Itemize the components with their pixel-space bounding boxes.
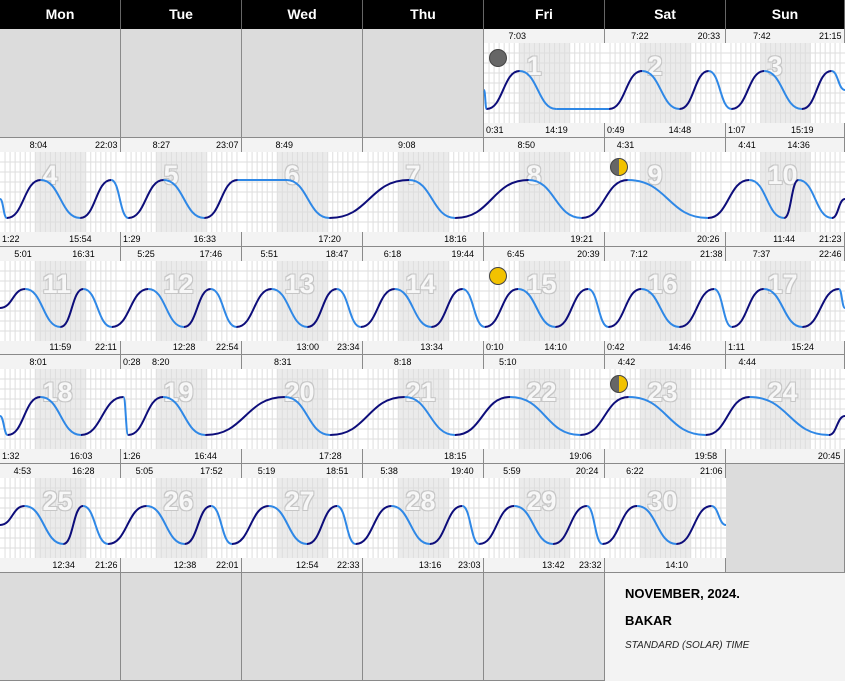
day-cell — [363, 138, 484, 247]
day-number: 27 — [284, 486, 315, 516]
weekday-header-sun: Sun — [726, 0, 845, 29]
low-tide-time: 21:23 — [819, 234, 842, 244]
new-moon-icon — [489, 49, 507, 67]
day-number: 10 — [767, 160, 798, 190]
high-tide-time: 6:18 — [383, 249, 402, 259]
day-number: 22 — [526, 377, 557, 407]
day-cell — [0, 464, 121, 573]
high-tide-time: 5:59 — [503, 466, 521, 476]
time-note: STANDARD (SOLAR) TIME — [625, 640, 750, 651]
low-tide-time: 19:58 — [694, 451, 718, 461]
low-tide-time: 18:15 — [444, 451, 467, 461]
day-number: 16 — [647, 269, 678, 299]
high-tide-time: 7:22 — [631, 31, 649, 41]
day-cell — [363, 247, 484, 355]
empty-cell — [484, 573, 605, 681]
day-cell — [0, 355, 121, 464]
low-tide-time: 16:33 — [193, 234, 216, 244]
day-cell — [0, 247, 121, 355]
last-quarter-moon-icon — [610, 375, 628, 393]
high-tide-time: 7:42 — [753, 31, 771, 41]
tide-plot — [0, 152, 121, 232]
low-tide-time: 23:34 — [337, 342, 360, 352]
high-tide-time: 8:18 — [393, 357, 412, 367]
day-number: 26 — [163, 486, 194, 516]
day-cell — [0, 138, 121, 247]
low-tide-time: 19:06 — [569, 451, 592, 461]
high-tide-time: 6:45 — [507, 249, 525, 259]
low-tide-time: 23:32 — [579, 560, 602, 570]
low-tide-time: 15:54 — [69, 234, 92, 244]
low-tide-time: 22:01 — [216, 560, 239, 570]
high-tide-time: 20:33 — [697, 31, 721, 41]
empty-cell — [121, 573, 242, 681]
low-tide-time: 20:45 — [817, 451, 841, 461]
tide-plot — [726, 369, 845, 449]
high-tide-time: 0:28 — [123, 357, 141, 367]
high-tide-time: 19:40 — [451, 466, 474, 476]
high-tide-time: 5:19 — [257, 466, 276, 476]
tide-plot — [121, 478, 242, 558]
low-tide-time: 1:22 — [2, 234, 20, 244]
tide-plot — [242, 152, 363, 232]
empty-cell — [726, 464, 845, 573]
high-tide-time: 21:38 — [700, 249, 723, 259]
day-cell — [726, 247, 845, 355]
empty-cell — [121, 29, 242, 138]
high-tide-time: 23:07 — [216, 140, 239, 150]
day-cell — [605, 247, 726, 355]
location-name: BAKAR — [625, 613, 672, 628]
low-tide-time: 13:00 — [296, 342, 320, 352]
high-tide-time: 17:46 — [199, 249, 223, 259]
day-number: 18 — [42, 377, 73, 407]
low-tide-time: 20:26 — [697, 234, 720, 244]
day-number: 19 — [163, 377, 194, 407]
day-number: 6 — [284, 160, 300, 190]
low-tide-time: 13:42 — [542, 560, 565, 570]
day-cell — [121, 464, 242, 573]
low-tide-time: 16:03 — [69, 451, 93, 461]
low-tide-time: 0:42 — [607, 342, 625, 352]
day-number: 1 — [526, 51, 542, 81]
day-number: 24 — [767, 377, 798, 407]
empty-cell — [363, 29, 484, 138]
high-tide-time: 5:51 — [260, 249, 279, 259]
high-tide-time: 21:06 — [700, 466, 723, 476]
low-tide-time: 12:34 — [52, 560, 75, 570]
empty-cell — [242, 573, 363, 681]
day-number: 5 — [163, 160, 179, 190]
low-tide-time: 0:31 — [486, 125, 504, 135]
tide-plot — [726, 152, 845, 232]
tide-plot — [121, 261, 242, 341]
first-quarter-moon-icon — [610, 158, 628, 176]
day-cell — [726, 355, 845, 464]
tide-plot — [121, 152, 242, 232]
tide-plot — [242, 261, 363, 341]
tide-plot — [605, 43, 726, 123]
low-tide-time: 13:16 — [418, 560, 442, 570]
low-tide-time: 19:21 — [570, 234, 594, 244]
tide-plot — [484, 152, 605, 232]
day-number: 21 — [405, 377, 436, 407]
high-tide-time: 8:20 — [152, 357, 170, 367]
tide-plot — [363, 478, 484, 558]
empty-cell — [242, 29, 363, 138]
day-cell — [605, 29, 726, 138]
high-tide-time: 4:44 — [738, 357, 756, 367]
tide-plot — [242, 478, 363, 558]
day-number: 29 — [526, 486, 557, 516]
day-number: 3 — [767, 51, 783, 81]
day-cell — [121, 247, 242, 355]
high-tide-time: 5:01 — [14, 249, 32, 259]
low-tide-time: 17:28 — [319, 451, 342, 461]
high-tide-time: 17:52 — [200, 466, 223, 476]
day-cell — [242, 138, 363, 247]
tide-plot — [242, 369, 363, 449]
high-tide-time: 18:51 — [326, 466, 349, 476]
high-tide-time: 16:31 — [72, 249, 95, 259]
low-tide-time: 21:26 — [95, 560, 118, 570]
low-tide-time: 23:03 — [458, 560, 481, 570]
tide-plot — [363, 369, 484, 449]
tide-plot — [726, 261, 845, 341]
low-tide-time: 0:49 — [607, 125, 625, 135]
weekday-header-wed: Wed — [242, 0, 363, 29]
high-tide-time: 16:28 — [72, 466, 95, 476]
day-cell — [605, 464, 726, 573]
high-tide-time: 20:39 — [577, 249, 600, 259]
high-tide-time: 4:53 — [13, 466, 32, 476]
low-tide-time: 17:20 — [318, 234, 341, 244]
low-tide-time: 22:33 — [337, 560, 360, 570]
weekday-header-sat: Sat — [605, 0, 726, 29]
high-tide-time: 19:44 — [451, 249, 475, 259]
high-tide-time: 8:04 — [29, 140, 48, 150]
tide-plot — [363, 261, 484, 341]
high-tide-time: 8:01 — [29, 357, 47, 367]
day-number: 14 — [405, 269, 436, 299]
low-tide-time: 1:07 — [728, 125, 746, 135]
weekday-header-fri: Fri — [484, 0, 605, 29]
empty-cell — [0, 29, 121, 138]
day-number: 17 — [767, 269, 798, 299]
day-number: 12 — [163, 269, 194, 299]
day-cell — [726, 138, 845, 247]
low-tide-time: 14:10 — [544, 342, 567, 352]
high-tide-time: 8:49 — [275, 140, 293, 150]
high-tide-time: 8:50 — [517, 140, 536, 150]
day-number: 23 — [647, 377, 678, 407]
day-number: 15 — [526, 269, 557, 299]
day-number: 30 — [647, 486, 678, 516]
day-cell — [242, 247, 363, 355]
high-tide-time: 5:38 — [380, 466, 398, 476]
day-cell — [484, 247, 605, 355]
high-tide-time: 6:22 — [626, 466, 644, 476]
high-tide-time: 7:37 — [752, 249, 771, 259]
high-tide-time: 7:03 — [508, 31, 527, 41]
tide-plot — [605, 478, 726, 558]
day-number: 28 — [405, 486, 436, 516]
high-tide-time: 5:10 — [499, 357, 517, 367]
empty-cell — [0, 573, 121, 681]
low-tide-time: 18:16 — [444, 234, 467, 244]
day-cell — [242, 355, 363, 464]
low-tide-time: 11:59 — [49, 342, 72, 352]
low-tide-time: 12:28 — [172, 342, 196, 352]
weekday-header-thu: Thu — [363, 0, 484, 29]
day-number: 4 — [42, 160, 58, 190]
low-tide-time: 12:54 — [296, 560, 319, 570]
low-tide-time: 14:19 — [545, 125, 568, 135]
day-number: 9 — [647, 160, 663, 190]
high-tide-time: 4:42 — [617, 357, 636, 367]
low-tide-time: 14:10 — [665, 560, 688, 570]
high-tide-time: 7:12 — [630, 249, 648, 259]
day-cell — [484, 138, 605, 247]
low-tide-time: 22:11 — [95, 342, 117, 352]
high-tide-time: 8:27 — [152, 140, 171, 150]
high-tide-time: 22:46 — [819, 249, 842, 259]
low-tide-time: 1:32 — [2, 451, 20, 461]
full-moon-icon — [489, 267, 507, 285]
day-number: 7 — [405, 160, 421, 190]
high-tide-time: 4:41 — [738, 140, 756, 150]
tide-plot — [726, 43, 845, 123]
day-number: 8 — [526, 160, 542, 190]
tide-plot — [0, 261, 121, 341]
tide-plot — [121, 369, 242, 449]
low-tide-time: 14:46 — [668, 342, 691, 352]
tide-plot — [484, 369, 605, 449]
day-cell — [121, 355, 242, 464]
day-cell — [484, 464, 605, 573]
day-number: 11 — [42, 269, 72, 299]
low-tide-time: 1:29 — [123, 234, 141, 244]
low-tide-time: 1:11 — [728, 342, 745, 352]
day-cell — [605, 138, 726, 247]
low-tide-time: 11:44 — [773, 234, 796, 244]
low-tide-time: 15:19 — [790, 125, 814, 135]
info-panel — [604, 573, 845, 681]
weekday-header-tue: Tue — [121, 0, 242, 29]
month-title: NOVEMBER, 2024. — [625, 586, 740, 601]
weekday-header-mon: Mon — [0, 0, 121, 29]
day-cell — [242, 464, 363, 573]
low-tide-time: 15:24 — [791, 342, 814, 352]
day-number: 25 — [42, 486, 73, 516]
high-tide-time: 8:31 — [273, 357, 292, 367]
high-tide-time: 5:25 — [137, 249, 155, 259]
day-cell — [605, 355, 726, 464]
high-tide-time: 14:36 — [787, 140, 810, 150]
day-number: 20 — [284, 377, 315, 407]
low-tide-time: 22:54 — [216, 342, 239, 352]
high-tide-time: 22:03 — [95, 140, 118, 150]
day-cell — [121, 138, 242, 247]
day-cell — [484, 355, 605, 464]
high-tide-time: 9:08 — [398, 140, 416, 150]
low-tide-time: 16:44 — [194, 451, 217, 461]
tide-plot — [484, 478, 605, 558]
day-cell — [726, 29, 845, 138]
high-tide-time: 20:24 — [575, 466, 599, 476]
low-tide-time: 13:34 — [420, 342, 443, 352]
high-tide-time: 5:05 — [135, 466, 154, 476]
day-cell — [363, 464, 484, 573]
day-number: 2 — [647, 51, 663, 81]
tide-plot — [605, 261, 726, 341]
tide-plot — [0, 478, 121, 558]
day-number: 13 — [284, 269, 315, 299]
low-tide-time: 14:48 — [668, 125, 692, 135]
high-tide-time: 18:47 — [325, 249, 349, 259]
low-tide-time: 1:26 — [123, 451, 141, 461]
day-cell — [363, 355, 484, 464]
day-cell — [484, 29, 605, 138]
tide-plot — [363, 152, 484, 232]
empty-cell — [363, 573, 484, 681]
low-tide-time: 12:38 — [173, 560, 197, 570]
high-tide-time: 21:15 — [819, 31, 842, 41]
low-tide-time: 0:10 — [486, 342, 504, 352]
high-tide-time: 4:31 — [616, 140, 635, 150]
tide-plot — [0, 369, 121, 449]
